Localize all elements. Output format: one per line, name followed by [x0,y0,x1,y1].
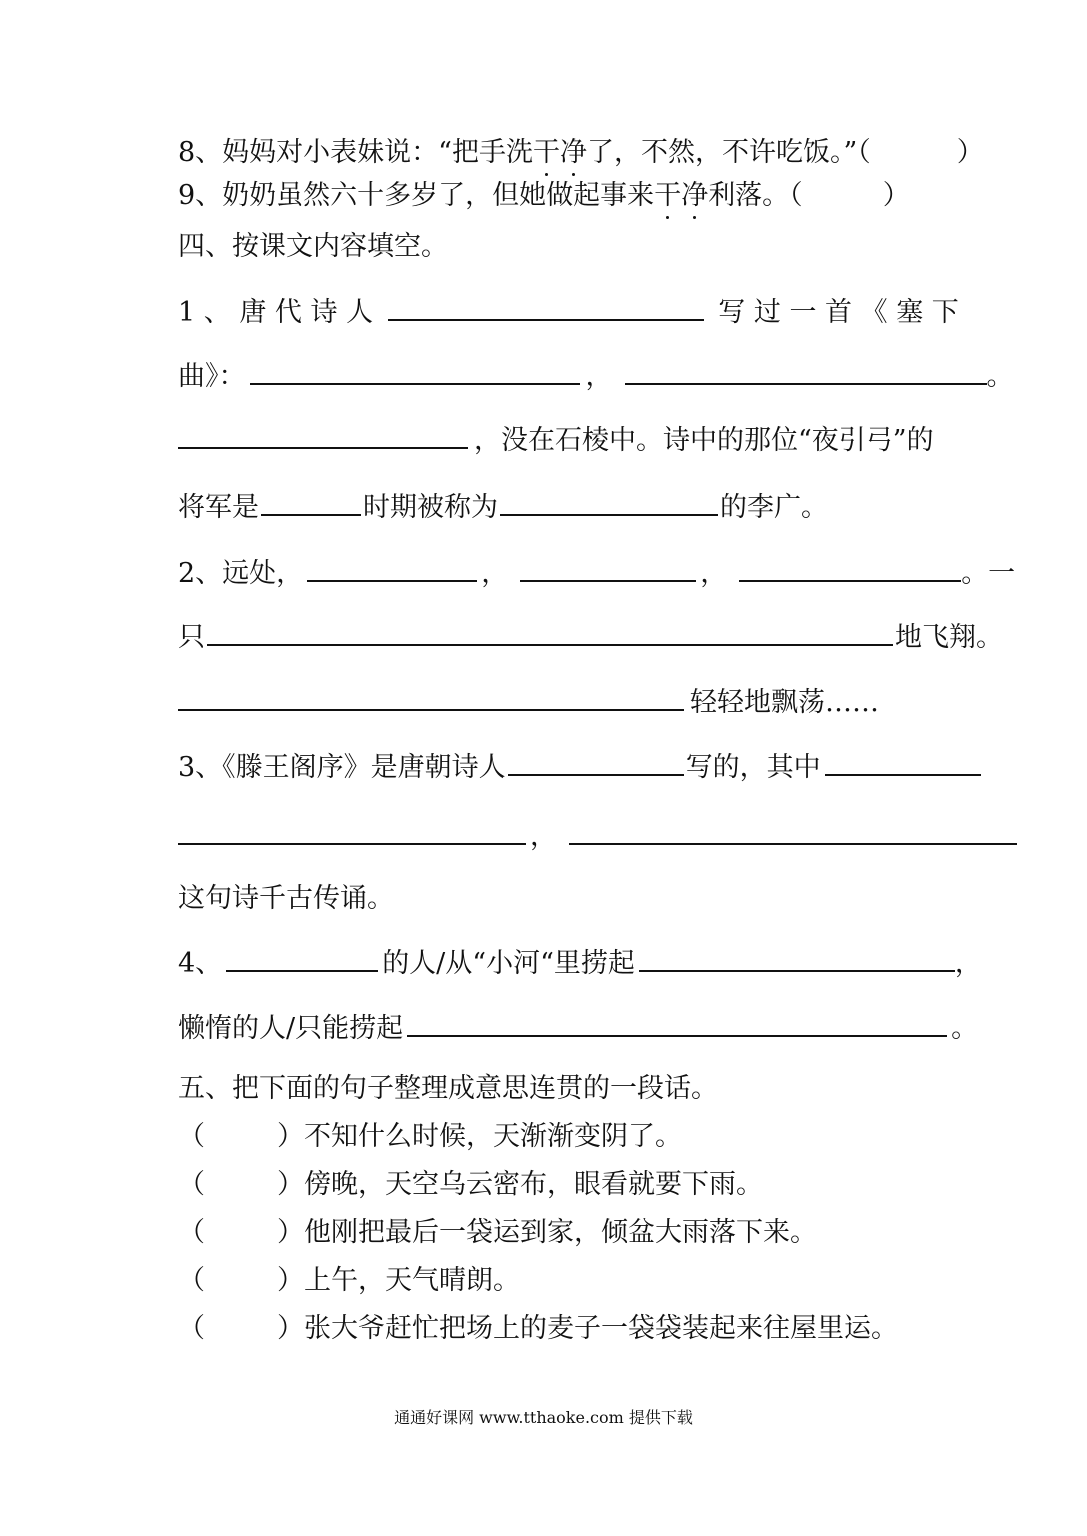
dotted-char: 干 [532,137,560,168]
list-item: （ ）上午，天气晴朗。 [178,1265,520,1296]
fill-blank[interactable] [178,425,468,449]
fill-blank[interactable] [261,492,361,516]
fill-blank[interactable] [226,948,378,972]
list-item: （ ）张大爷赶忙把场上的麦子一袋袋装起来往屋里运。 [178,1313,898,1344]
s4-q1-line3: ，没在石棱中。诗中的那位“夜引弓”的 [178,424,934,458]
fill-blank[interactable] [250,361,580,385]
s4-q2-line2: 只 地飞翔。 [178,622,1003,653]
fill-blank[interactable] [508,752,684,776]
fill-blank[interactable] [500,492,718,516]
fill-blank[interactable] [207,622,893,646]
s4-q1-line2: 曲》： ， 。 [178,361,1014,392]
s4-q2-line3: 轻轻地飘荡…… [178,686,879,720]
fill-blank[interactable] [639,948,955,972]
dotted-char: 净 [681,180,709,211]
dotted-char: 干 [654,180,682,211]
s4-q1-line4: 将军是 时期被称为 的李广。 [178,492,828,523]
s4-q1-line1: 1 、 唐 代 诗 人 写 过 一 首 《 塞 下 [178,297,959,328]
fill-blank[interactable] [388,297,704,321]
list-item: （ ）他刚把最后一袋运到家，倾盆大雨落下来。 [178,1217,817,1248]
fill-blank[interactable] [407,1013,947,1037]
fill-blank[interactable] [178,687,684,711]
s4-q2-line1: 2、远处， ， ， 。一 [178,558,1016,589]
s4-q4-line1: 4、 的人/从“小河“里捞起 ， [178,948,982,979]
page-footer: 通通好课网 www.tthaoke.com 提供下载 [394,1408,693,1427]
s4-q3-line1: 3、《滕王阁序》是唐朝诗人 写的，其中 [178,751,981,785]
s4-q3-line3: 这句诗千古传诵。 [178,883,394,914]
s4-q4-line2: 懒惰的人/只能捞起 。 [178,1013,979,1044]
fill-blank[interactable] [569,821,1017,845]
list-item: （ ）不知什么时候，天渐渐变阴了。 [178,1121,682,1152]
q3-item-9: 9、奶奶虽然六十多岁了，但她做起事来干净利落。（ ） [178,180,910,211]
dotted-char: 净 [559,137,587,168]
list-item: （ ）傍晚，天空乌云密布，眼看就要下雨。 [178,1169,763,1200]
q3-item-8: 8、妈妈对小表妹说：“把手洗干净了，不然，不许吃饭。”（ ） [178,137,984,168]
s4-q3-line2: ， [178,820,1017,854]
fill-blank[interactable] [825,752,981,776]
section-5-heading: 五、把下面的句子整理成意思连贯的一段话。 [178,1073,718,1104]
fill-blank[interactable] [520,558,696,582]
fill-blank[interactable] [307,558,477,582]
fill-blank[interactable] [178,821,526,845]
fill-blank[interactable] [625,361,987,385]
fill-blank[interactable] [739,558,961,582]
section-4-heading: 四、按课文内容填空。 [178,231,448,262]
